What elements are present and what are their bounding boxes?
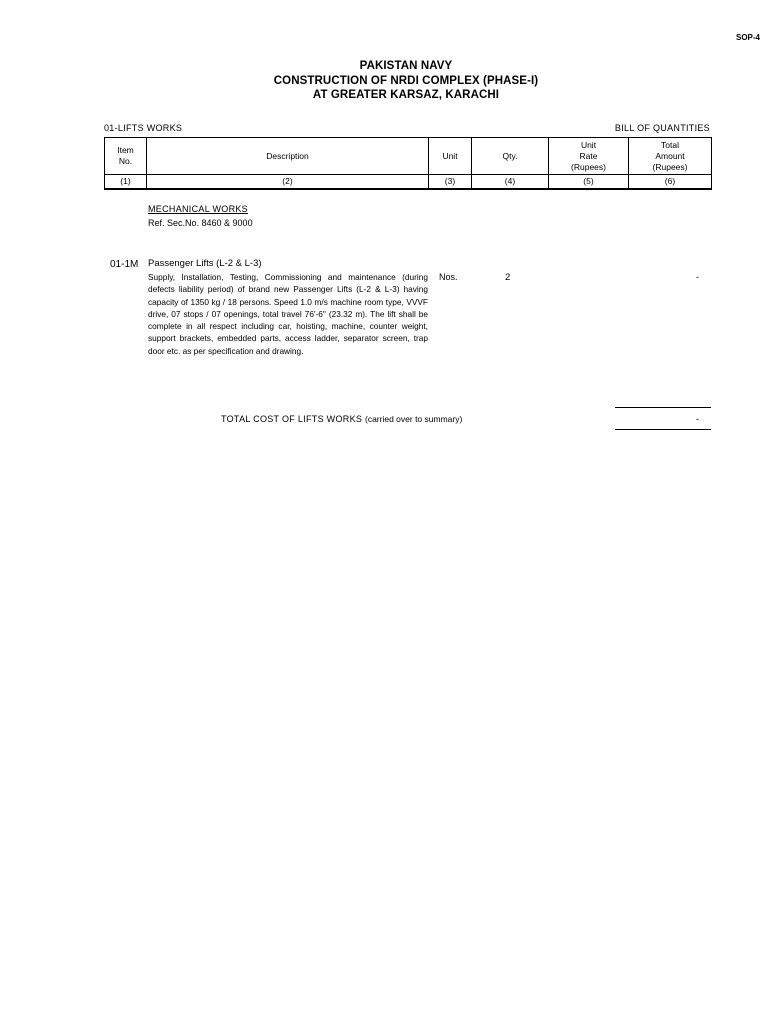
col-number: (5) xyxy=(549,175,629,190)
header-unit: Unit xyxy=(429,138,472,175)
col-number: (1) xyxy=(105,175,147,190)
total-note: (carried over to summary) xyxy=(365,414,463,424)
header-item-no: Item No. xyxy=(105,138,147,175)
header-organization: PAKISTAN NAVY xyxy=(359,60,453,72)
header-location: AT GREATER KARSAZ, KARACHI xyxy=(312,89,500,101)
category-title: MECHANICAL WORKS xyxy=(148,204,248,214)
total-value: - xyxy=(696,414,699,424)
header-qty: Qty. xyxy=(472,138,549,175)
item-qty: 2 xyxy=(505,272,511,283)
boq-header-table xyxy=(104,137,712,190)
total-top-rule xyxy=(615,407,711,408)
document-type: BILL OF QUANTITIES xyxy=(614,123,710,133)
item-amount: - xyxy=(696,272,699,282)
total-bottom-rule xyxy=(615,429,711,430)
section-title: 01-LIFTS WORKS xyxy=(104,123,183,133)
item-number: 01-1M xyxy=(110,259,139,270)
col-number: (3) xyxy=(429,175,472,190)
item-title: Passenger Lifts (L-2 & L-3) xyxy=(148,258,262,269)
header-description: Description xyxy=(147,138,429,175)
col-number: (6) xyxy=(629,175,712,190)
page-reference: SOP-4 xyxy=(735,33,760,42)
category-reference: Ref. Sec.No. 8460 & 9000 xyxy=(148,218,253,228)
item-description: Supply, Installation, Testing, Commissioning and maintenance (during defects liability period) of brand new Passenger Lifts (L-2 & L-3) having capacity of 1350 kg / 18 persons. Speed 1.0 m/s machine room type, VVVF drive, 07 stops / 07 openings, total travel 76'-6" (23.32 m). The lift shall be complete in all respect including car, hoisting, machine, counter weight, support brackets, embedded parts, access ladder, separator screen, trap door etc. as per specification and drawing. xyxy=(148,272,428,356)
total-label: TOTAL COST OF LIFTS WORKS (carried over to summary) xyxy=(221,414,463,424)
header-total-amount: Total Amount (Rupees) xyxy=(629,138,712,175)
item-unit: Nos. xyxy=(439,272,458,282)
col-number: (2) xyxy=(147,175,429,190)
header-project: CONSTRUCTION OF NRDI COMPLEX (PHASE-I) xyxy=(273,75,539,87)
header-unit-rate: Unit Rate (Rupees) xyxy=(549,138,629,175)
col-number: (4) xyxy=(472,175,549,190)
